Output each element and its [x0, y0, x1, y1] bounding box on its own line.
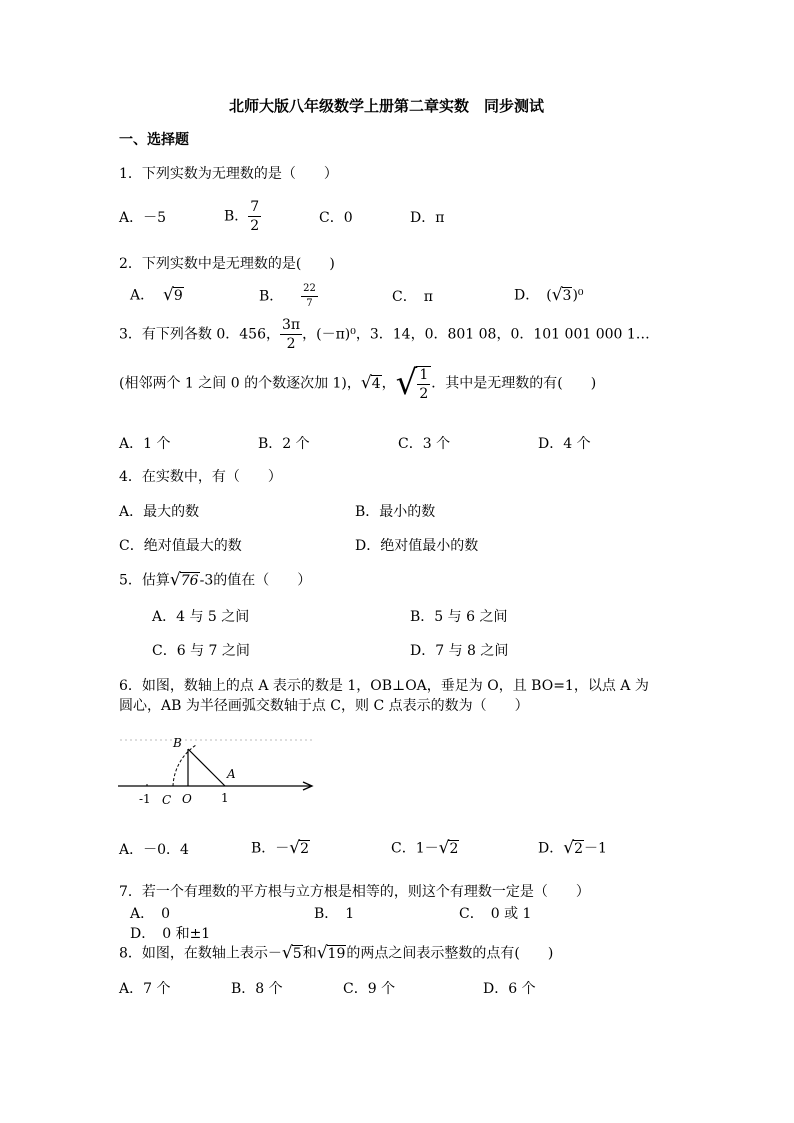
- sqrt-expression: [361, 375, 382, 392]
- q6-option-d: [538, 840, 607, 857]
- q1-option-d: D．π: [410, 210, 445, 226]
- q5-option-b: B．5 与 6 之间: [410, 609, 508, 625]
- number-line-figure: [115, 735, 320, 810]
- q3-option-a: A．1 个: [119, 436, 171, 452]
- q3-stem-line1: [119, 318, 650, 351]
- q8-option-d: D．6 个: [483, 981, 536, 997]
- radicand: 9: [173, 288, 183, 304]
- q1-option-a: A．－5: [119, 210, 167, 226]
- q2-option-a-label: A．: [130, 287, 155, 304]
- q2-option-b-label: B．: [259, 288, 284, 305]
- denominator: 2: [286, 336, 296, 352]
- q5-option-c: C．6 与 7 之间: [152, 643, 250, 659]
- radical-sign: √: [438, 838, 450, 858]
- label-c: C: [162, 793, 172, 807]
- arc-bc: [173, 745, 196, 786]
- q8-option-a: A．7 个: [119, 981, 171, 997]
- q6-option-b-label: B．－: [251, 840, 290, 857]
- q8-mid: 和: [302, 945, 317, 962]
- q8-option-c: C．9 个: [343, 981, 396, 997]
- q8-stem-start: 8．如图，在数轴上表示－: [119, 945, 282, 962]
- q2-stem: 2．下列实数中是无理数的是( ): [119, 256, 335, 272]
- q5-option-d: D．7 与 8 之间: [410, 643, 509, 659]
- q2-option-c: C． π: [392, 289, 433, 305]
- q8-stem-end: 的两点之间表示整数的点有( ): [346, 945, 554, 962]
- radicand: [416, 366, 431, 401]
- radical-sign: √: [163, 285, 174, 305]
- fraction: [301, 284, 318, 309]
- label-b: B: [173, 736, 182, 750]
- q8-stem: [119, 945, 553, 962]
- q6-stem-line2: 圆心，AB 为半径画弧交数轴于点 C，则 C 点表示的数为（ ）: [119, 698, 529, 714]
- sqrt-expression: [395, 363, 432, 403]
- q6-option-d-label: D．: [538, 840, 564, 857]
- numerator: 7: [250, 199, 260, 215]
- numerator: 1: [419, 367, 429, 383]
- label-o: O: [182, 792, 192, 806]
- q3-line2-start: (相邻两个 1 之间 0 的个数逐次加 1)，: [119, 375, 361, 392]
- sqrt-expression: [439, 840, 460, 857]
- radicand: 19: [327, 946, 346, 962]
- page-title: 北师大版八年级数学上册第二章实数 同步测试: [229, 97, 545, 115]
- radical-sign: √: [316, 943, 328, 963]
- q7-stem: 7．若一个有理数的平方根与立方根是相等的，则这个有理数一定是（ ）: [119, 884, 590, 900]
- q8-option-b: B．8 个: [231, 981, 283, 997]
- q6-option-b: [251, 840, 310, 857]
- sqrt-expression: [317, 945, 347, 962]
- radical-sign: √: [360, 373, 372, 393]
- q7-option-b: B． 1: [314, 906, 355, 922]
- fraction: [248, 200, 261, 233]
- q1-option-c: C．0: [319, 210, 353, 226]
- radical-sign: √: [281, 943, 293, 963]
- q4-option-c: C．绝对值最大的数: [119, 538, 242, 554]
- q6-option-c: [391, 840, 459, 857]
- q4-option-d: D．绝对值最小的数: [355, 538, 479, 554]
- radicand: 3: [562, 288, 572, 304]
- q2-option-a: [130, 287, 184, 304]
- sqrt-expression: [282, 945, 303, 962]
- sqrt-expression: [552, 287, 573, 304]
- q2-option-d: [514, 287, 584, 304]
- numerator: 22: [301, 284, 318, 297]
- q2-option-d-label: D． (: [514, 287, 552, 304]
- q6-option-c-label: C．1－: [391, 840, 439, 857]
- radical-sign: √: [551, 285, 563, 305]
- q5-stem: [119, 572, 311, 589]
- denominator: 2: [250, 218, 260, 234]
- q3-separator: ，: [381, 375, 396, 392]
- sqrt-expression: [563, 840, 584, 857]
- section-heading: 一、选择题: [119, 132, 189, 148]
- denominator: 2: [419, 386, 429, 402]
- radicand: 76: [180, 573, 199, 589]
- q1-option-b-label: B．: [224, 208, 249, 225]
- q3-option-b: B．2 个: [258, 436, 310, 452]
- q5-option-a: A．4 与 5 之间: [152, 609, 250, 625]
- sqrt-expression: [163, 287, 184, 304]
- radical-sign: √: [563, 838, 575, 858]
- q3-stem-rest: ，(－π)⁰，3．14，0．801 08，0．101 001 000 1…: [302, 326, 650, 343]
- q1-stem: 1．下列实数为无理数的是（ ）: [119, 166, 338, 182]
- denominator: 7: [306, 298, 313, 309]
- q3-option-c: C．3 个: [398, 436, 451, 452]
- radicand: 2: [449, 841, 459, 857]
- q7-option-d: D． 0 和±1: [130, 926, 211, 942]
- q7-option-c: C． 0 或 1: [459, 906, 532, 922]
- q3-option-d: D．4 个: [538, 436, 591, 452]
- radical-sign: √: [169, 570, 181, 590]
- q4-stem: 4．在实数中，有（ ）: [119, 469, 282, 485]
- radicand: 2: [574, 841, 583, 857]
- label-minus1: -1: [139, 792, 151, 806]
- q4-option-b: B．最小的数: [355, 504, 436, 520]
- sqrt-expression: [289, 840, 310, 857]
- radicand: 2: [300, 841, 310, 857]
- fraction: [280, 318, 302, 351]
- radicand: 5: [292, 946, 302, 962]
- q4-option-a: A．最大的数: [119, 504, 200, 520]
- q3-stem-start: 3．有下列各数 0．456，: [119, 326, 280, 343]
- label-a: A: [227, 767, 236, 781]
- q5-stem-start: 5．估算: [119, 572, 170, 589]
- q2-option-b: [259, 284, 318, 309]
- q7-option-a: A． 0: [130, 906, 171, 922]
- q6-option-d-tail: －1: [584, 840, 607, 857]
- q3-stem-line2: [119, 363, 597, 403]
- q2-option-d-close: )⁰: [572, 287, 584, 304]
- q1-option-b: [224, 200, 261, 233]
- q5-stem-end: -3的值在（ ）: [199, 572, 312, 589]
- sqrt-expression: [170, 572, 200, 589]
- q6-option-a: A．－0．4: [119, 842, 189, 858]
- radicand: 4: [371, 376, 381, 392]
- q3-line2-end: ．其中是无理数的有( ): [431, 375, 597, 392]
- fraction: [417, 368, 430, 401]
- q6-stem-line1: 6．如图，数轴上的点 A 表示的数是 1，OB⊥OA，垂足为 O，且 BO=1，以点 A 为: [119, 678, 649, 694]
- label-one: 1: [221, 791, 229, 805]
- radical-sign: √: [289, 838, 301, 858]
- segment-ab: [188, 749, 225, 786]
- radical-sign: √: [395, 363, 418, 403]
- numerator: 3π: [282, 317, 301, 333]
